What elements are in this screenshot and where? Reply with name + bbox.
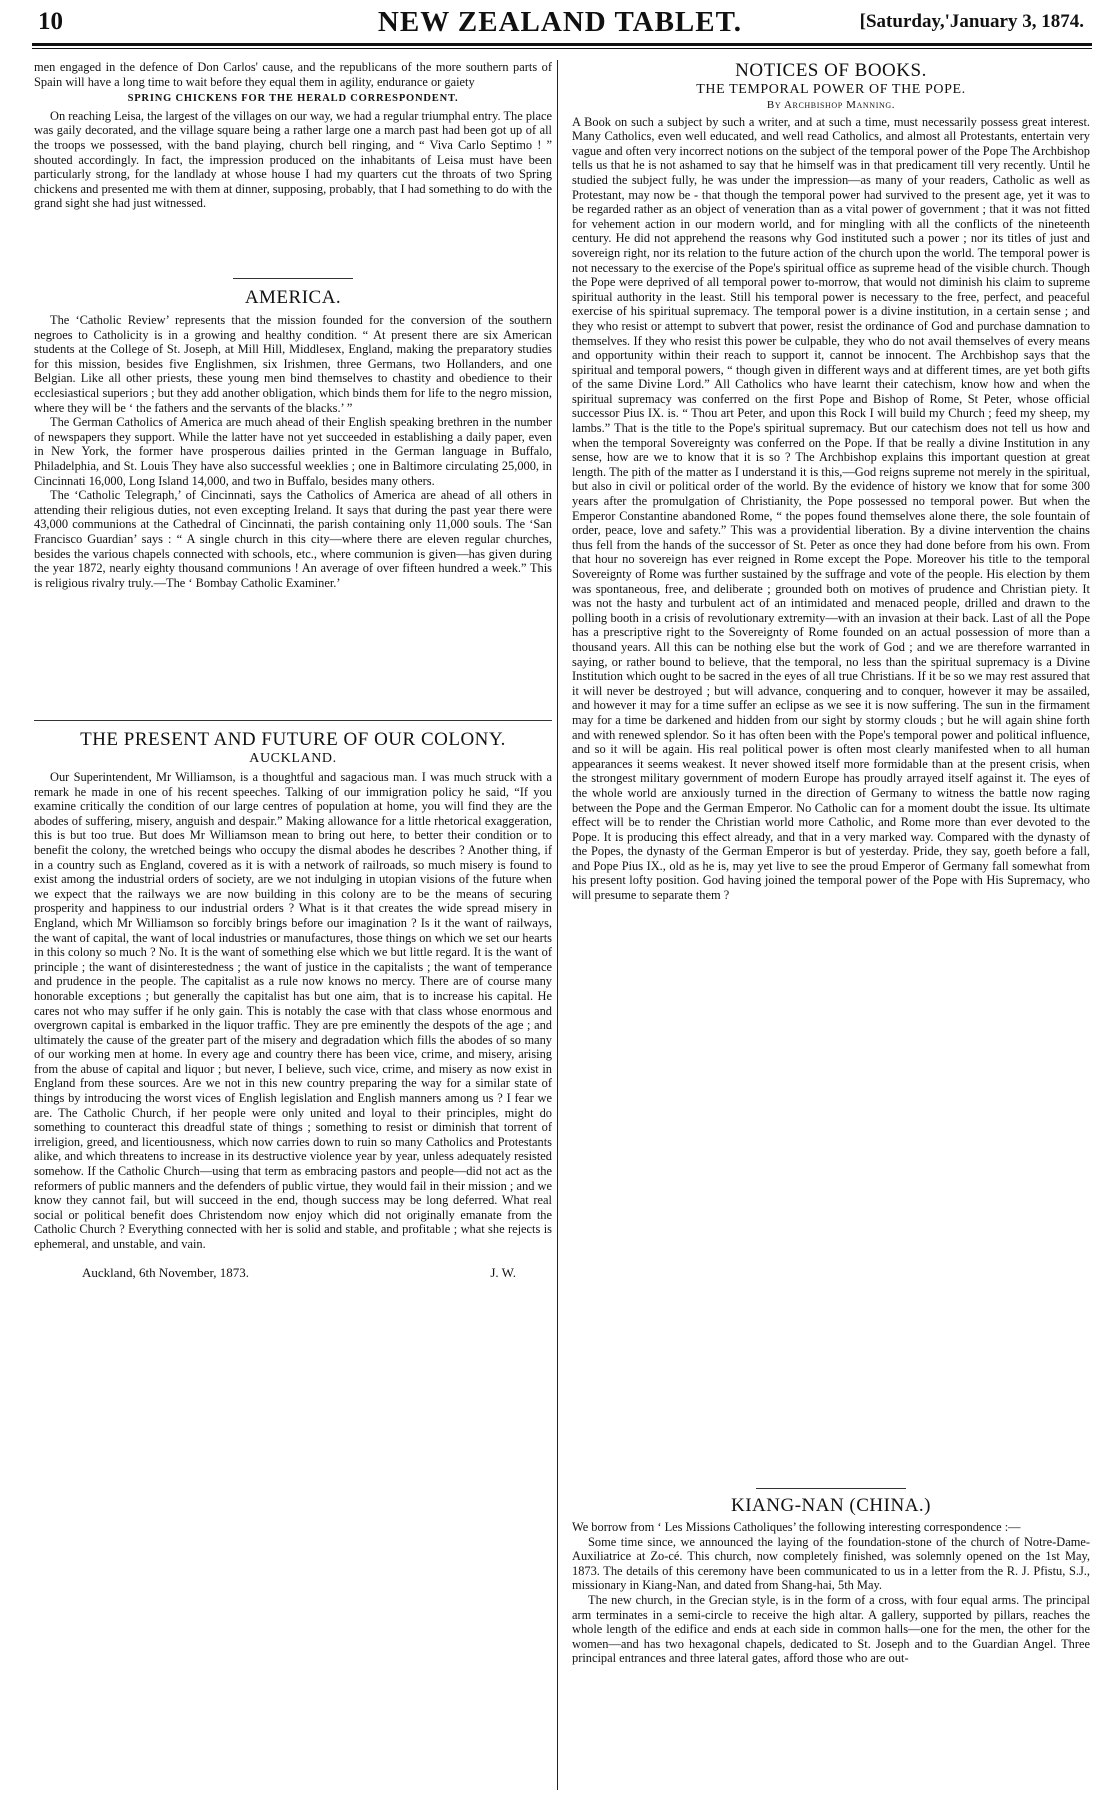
issue-date: [Saturday,'January 3, 1874. xyxy=(859,11,1084,32)
notices-body: A Book on such a subject by such a writer, and at such a time, must necessarily possess great interest. Many Catholics, even well educated, and well read Catholics, and almost all Protestants, entertain very vague and often very incorrect notions on the subject of the temporal power of the Pope The Archbishop tells us that he is not ashamed to say that he himself was in that predicament till very recently. Until he studied the subject fully, he was under the impression—as many of your readers, Catholic as well as Protestant, may now be - that though the temporal power had survived to the present age, yet it was to be regarded rather as an object of veneration than as a vital power of government ; that it was not fitted for vehement action in our modern world, and for mingling with all the conflicts of the nineteenth century. He did not apprehend the reasons why God instituted such a power ; nor its titles of just and sovereign right, nor its relation to the future action of the church upon the world. The temporal power is not necessary to the exercise of the Pope's spiritual office as supreme head of the visible church. Though the Pope were deprived of all temporal power to-morrow, that would not diminish his claim to supreme spiritual authority in the least. Still his temporal power is necessary to the free, perfect, and peaceful exercise of his spiritual supremacy. The temporal power is a divine institution, in a certain sense ; and they who resist or attempt to subvert that power, resist the ordinance of God and purchase damnation to themselves. If they who resist this power be culpable, they who do not avail themselves of every means and opportunity within their reach to support it, cannot be innocent. The Archbishop says that the spiritual and temporal powers, “ though given in different ways and at different times, are yet both gifts of the same Divine Lord.” All Catholics who have learnt their catechism, know how and when the spiritual supremacy was conferred on the first Pope and Bishop of Rome, St Peter, whose official successor Pius IX. is. “ Thou art Peter, and upon this Rock I will build my Church ; feed my sheep, my lambs.” That is the title to the Pope's spiritual supremacy. But our catechism does not tell us how and when the temporal Sovereignty was conferred on the Pope. If that be really a divine Institution in any sense, how are we to know that it is so ? The Archbishop explains this important question at great length. The pith of the matter as I understand it is this,—God reigns supreme not merely in the spiritual, but also in civil or political order of the world. By the evidence of history we know that for some 300 years after the promulgation of Christianity, the Pope possessed no temporal power. But when the Emperor Constantine abandoned Rome, “ the popes found themselves alone there, the sole fountain of order, peace, love and safety.” This was a providential liberation. By a divine intervention the chains thus fell from the hands of the successor of St. Peter as once they had done before from his own. From that hour no sovereign has ever reigned in Rome except the Pope. Moreover his title to the temporal Sovereignty of Rome was further sustained by the suffrage and vote of the people. His election by them was spontaneous, free, and deliberate ; grounded both on motives of prudence and Christian piety. It was not the hasty and turbulent act of an intimidated and menaced people, drilled and drawn to the polling booth in a crisis of revolutionary extremity—with an invasion at their back. Last of all the Pope has a prescriptive right to the Sovereignty of Rome founded on an actual possession of more than a thousand years. All this can be nothing else but the work of God ; and we are therefore warranted in saying, or rather bound to believe, that the temporal, no less than the spiritual supremacy is a Divine Institution which ought to be sacred in the eyes of all true Christians. If it be so we may rest assured that it will never be destroyed ; but will advance, conquering and to conquer, however it may be assailed, and however it may for a time suffer an eclipse as we see it is now suffering. The sun in the firmament may for a time be darkened and hidden from our sight by stormy clouds ; but he will again shine forth and with renewed splendor. So it has often been with the Pope's temporal power and political influence, and so it will be again. His real political power is often most clearly manifested when to all human appearances it seems weakest. It never showed itself more formidable than at the present crisis, when the strongest military government of modern Europe has proudly arrayed itself against it. The eyes of the whole world are anxiously turned in the direction of Germany to witness the battle now raging between the Pope and the German Emperor. No Catholic can for a moment doubt the issue. Its ultimate effect will be to render the Christian world more Catholic, and Rome more than ever devoted to the Pope. It is producing this effect already, and that in a very marked way. Compared with the dynasty of the Popes, the dynasty of the German Emperor is but of yesterday. Pride, they say, goeth before a fall, and Pope Pius IX., old as he is, may yet live to see the proud Emperor of Germany fall somewhat from his present lofty position. God having joined the temporal power of the Pope with His Supremacy, who will presume to separate them ? xyxy=(572,114,1090,903)
notices-byline: By Archbishop Manning. xyxy=(766,99,896,111)
article-kiang-nan xyxy=(572,1488,1090,1666)
kiang-nan-paragraph-3: The new church, in the Grecian style, is in the form of a cross, with four equal arms. The principal arm terminates in a semi-circle to receive the high altar. A gallery, supported by pillars, reaches the whole length of the edifice and ends at each side in common halls—one for the men, the other for the women—and has two hexagonal chapels, dedicated to St. Joseph and to the Guardian Angel. Three principal entrances and three lateral gates, afford those who are out- xyxy=(572,1592,1090,1666)
notices-subheading: THE TEMPORAL POWER OF THE POPE. xyxy=(696,82,966,97)
continued-paragraph: On reaching Leisa, the largest of the villages on our way, we had a regular triumphal entry. The place was gaily decorated, and the village square being a rather large one a march past had been got up of all the troops we possessed, with the band playing, church bell ringing, and “ Viva Carlo Septimo ! ” shouted accordingly. In fact, the impression produced on the inhabitants of Leisa must have been particularly strong, for the landlady at whose house I had my quarters cut the throats of two Spring chickens and presented me with them at dinner, supposing, probably, that I had something to do with the grand sight she had just witnessed. xyxy=(34,108,552,211)
masthead-rule xyxy=(32,43,1092,46)
article-notices xyxy=(572,60,1090,903)
kiang-nan-paragraph-2: Some time since, we announced the laying of the foundation-stone of the church of Notre-Dame-Auxiliatrice at Zo-cé. This church, now completely finished, was solemnly opened on the 1st May, 1873. The details of this ceremony have been communicated to us in a letter from the R. J. Pfistu, S.J., missionary in Kiang-Nan, and dated from Shang-hai, 5th May. xyxy=(572,1534,1090,1593)
dateline: Auckland, 6th November, 1873. xyxy=(82,1264,250,1280)
america-paragraph-3: The ‘Catholic Telegraph,’ of Cincinnati, says the Catholics of America are ahead of all others in attending their religious duties, not even excepting Ireland. It says that during the past year there were 43,000 communions at the Cathedral of Cincinnati, the parish containing only 11,000 souls. The ‘San Francisco Guardian’ says : “ A single church in this city—where there are eleven regular churches, besides the various chapels connected with schools, etc., where communion is given—has given during the year 1872, nearly eighty thousand communions ! An average of over fifteen hundred a week.” This is religious rivalry truly.—The ‘ Bombay Catholic Examiner.’ xyxy=(34,488,552,590)
colony-subheading: AUCKLAND. xyxy=(249,751,337,766)
america-paragraph-1: The ‘Catholic Review’ represents that the mission founded for the conversion of the southern negroes to Catholicity is in a growing and healthy condition. “ At present there are six American students at the College of St. Joseph, at Mill Hill, Middlesex, England, making the preparatory studies for this mission, besides five Englishmen, six Irishmen, three Germans, two Hollanders, and one Belgian. Like all other priests, these young men bind themselves to chastity and obedience to their ecclesiastical superiors ; but they add another obligation, which binds them for life to the negro mission, where they will be ‘ the fathers and the servants of the blacks.’ ” xyxy=(34,313,552,415)
article-separator xyxy=(756,1488,906,1489)
author-signature: J. W. xyxy=(490,1264,516,1280)
america-heading: AMERICA. xyxy=(244,287,342,308)
america-paragraph-2: The German Catholics of America are much ahead of their English speaking brethren in the number of newspapers they support. While the latter have not yet succeeded in establishing a daily paper, even in New York, the former have prosperous dailies printed in the German language in Buffalo, Philadelphia, and St. Louis They have also successful weeklies ; one in Baltimore circulating 25,000, in Cincinnati 16,000, Long Island 14,000, and two in Buffalo, besides many others. xyxy=(34,415,552,488)
notices-heading: NOTICES OF BOOKS. xyxy=(735,60,927,81)
paper-title: NEW ZEALAND TABLET. xyxy=(377,6,743,38)
spring-chickens-subhead: SPRING CHICKENS FOR THE HERALD CORRESPONDENT. xyxy=(127,93,459,105)
page-number: 10 xyxy=(38,8,63,35)
article-colony xyxy=(34,720,552,1280)
continued-intro: men engaged in the defence of Don Carlos' cause, and the republicans of the more southern parts of Spain will have a long time to wait before they equal them in agility, endurance or gaiety xyxy=(34,60,552,89)
column-divider xyxy=(557,60,558,1790)
kiang-nan-heading: KIANG-NAN (CHINA.) xyxy=(730,1495,932,1516)
colony-signoff xyxy=(34,1266,552,1281)
colony-body: Our Superintendent, Mr Williamson, is a thoughtful and sagacious man. I was much struck with a remark he made in one of his recent speeches. Talking of our immigration policy he said, “If you examine critically the condition of our large centres of population at home, you will find they are the abodes of suffering, misery, anguish and despair.” Making allowance for a little rhetorical exaggeration, this is but too true. But does Mr Williamson mean to bring out here, to better their condition or to benefit the colony, the wretched beings who occupy the dismal abodes he describes ? Another thing, if in a country such as England, covered as it is with a network of railroads, so much misery is found to exist among the industrial orders of society, are we not indulging in utopian visions of the future when we expect that the railways we are now building in this colony are to be the means of securing prosperity and happiness to our industrial orders ? What is it that creates the wide spread misery in England, which Mr Williamson so forcibly brings before our imagination ? Is it the want of railways, the want of capital, the want of local industries or manufactures, those things on which we set our hearts in this colony so much ? No. It is the want of something else which we but little regard. It is the want of principle ; the want of disinterestedness ; the want of justice in the capitalists ; the want of temperance and prudence in the people. The capitalist as a rule now knows no mercy. There are of course many honorable exceptions ; but generally the capitalist has but one aim, that is to increase his capital. He cares not who may suffer if he only gain. This is notably the case with that class whose enormous and overgrown capital is embarked in the liquor traffic. They are pre eminently the despots of the age ; and ultimately the cause of the greater part of the misery and degradation which fills the abodes of so many of our working men at home. In every age and country there has been vice, crime, and misery, arising from the abuse of capital and liquor ; but never, I believe, such vice, crime, and misery as now exist in England from these sources. Are we not in this new country preparing the way for a similar state of things by introducing the worst vices of English legislation and English manners among us ? I fear we are. The Catholic Church, if her people were only united and loyal to their principles, might do something to counteract this dreadful state of things ; something to resist or diminish that torrent of irreligion, greed, and licentiousness, which now carries down to ruin so many Catholics and Protestants alike, and which threatens to increase in its destructive violence year by year, unless adequately resisted somehow. If the Catholic Church—using that term as embracing pastors and people—did not act as the reformers of public manners and the defenders of public virtue, they would fail in their mission ; and we know they cannot fail, but will succeed in the end, though success may be long deferred. What real social or political benefit does Christendom now enjoy which did not originally emanate from the Catholic Church ? Everything connected with her is solid and stable, and profitable ; what she rejects is ephemeral, and unstable, and vain. xyxy=(34,770,552,1251)
article-separator xyxy=(233,278,353,279)
colony-heading: THE PRESENT AND FUTURE OF OUR COLONY. xyxy=(80,729,506,750)
article-america xyxy=(34,278,552,590)
article-separator xyxy=(34,720,552,721)
masthead-rule-thin xyxy=(32,48,1092,49)
continued-article xyxy=(34,60,552,211)
masthead xyxy=(32,6,1088,42)
kiang-nan-paragraph-1: We borrow from ‘ Les Missions Catholiques’ the following interesting correspondence :— xyxy=(572,1520,1021,1534)
